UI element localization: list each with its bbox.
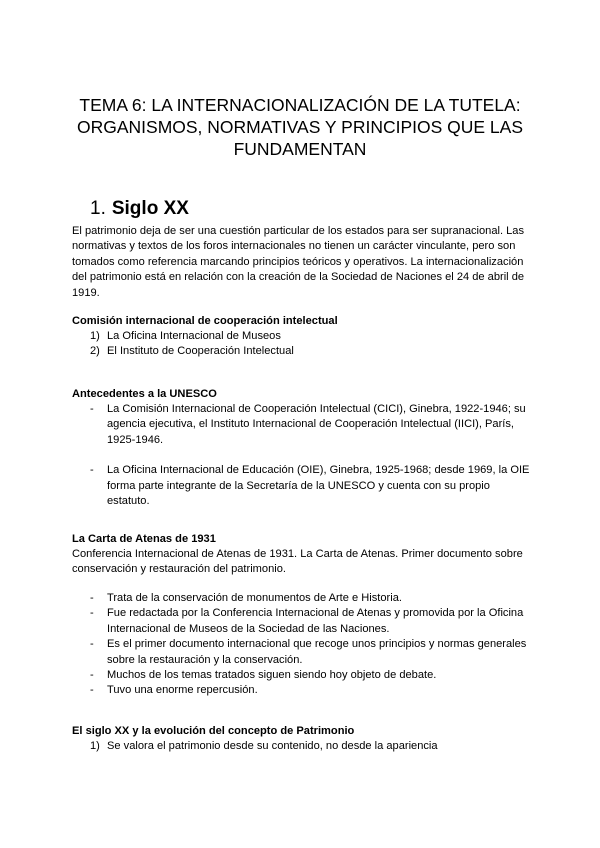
section-title: Siglo XX [111,198,189,219]
comision-list [72,329,534,360]
list-item: - Tuvo una enorme repercusión. [90,684,258,697]
carta-list [72,591,534,699]
list-item: 2) El Instituto de Cooperación Intelectual [90,345,294,358]
carta-heading: La Carta de Atenas de 1931 [72,533,216,545]
section-number: 1. [90,198,106,219]
evolucion-list [72,739,534,754]
antecedentes-list [72,402,534,509]
evolucion-heading: El siglo XX y la evolución del concepto de Patrimonio [72,725,355,737]
page-title: TEMA 6: LA INTERNACIONALIZACIÓN DE LA TUTELA: ORGANISMOS, NORMATIVAS Y PRINCIPIOS QUE LAS FUNDAMENTAN [76,95,524,159]
list-item: - La Comisión Internacional de Cooperación Intelectual (CICI), Ginebra, 1922-1946; su agencia ejecutiva, el Instituto Internacional de Cooperación Intelectual (IICI), París, 1925-1946. [90,403,526,446]
comision-heading: Comisión internacional de cooperación intelectual [72,315,338,327]
intro-paragraph: El patrimonio deja de ser una cuestión particular de los estados para ser supranacional. Las normativas y textos de los foros internacionales no tienen un carácter vinculante, pero son tomados como referencia marcando principios teóricos y operativos. La internacionalización del patrimonio está en relación con la creación de la Sociedad de Naciones el 24 de abril de 1919. [72,225,525,299]
section-heading-siglo-xx [90,198,189,220]
list-item: 1) Se valora el patrimonio desde su contenido, no desde la apariencia [90,740,438,752]
list-item: - Fue redactada por la Conferencia Internacional de Atenas y promovida por la Oficina Internacional de Museos de la Sociedad de las Naciones. [90,607,524,635]
list-item: - Muchos de los temas tratados siguen siendo hoy objeto de debate. [90,669,437,682]
carta-intro: Conferencia Internacional de Atenas de 1931. La Carta de Atenas. Primer documento sobre conservación y restauración del patrimonio. [72,548,523,576]
list-item: - La Oficina Internacional de Educación (OIE), Ginebra, 1925-1968; desde 1969, la OIE forma parte integrante de la Secretaría de la UNESCO y cuenta con su propio estatuto. [90,464,530,508]
list-item: - Trata de la conservación de monumentos de Arte e Historia. [90,592,402,604]
antecedentes-heading: Antecedentes a la UNESCO [72,388,217,400]
list-item: 1) La Oficina Internacional de Museos [90,330,281,342]
list-item: - Es el primer documento internacional que recoge unos principios y normas generales sobre la restauración y la conservación. [90,638,527,666]
